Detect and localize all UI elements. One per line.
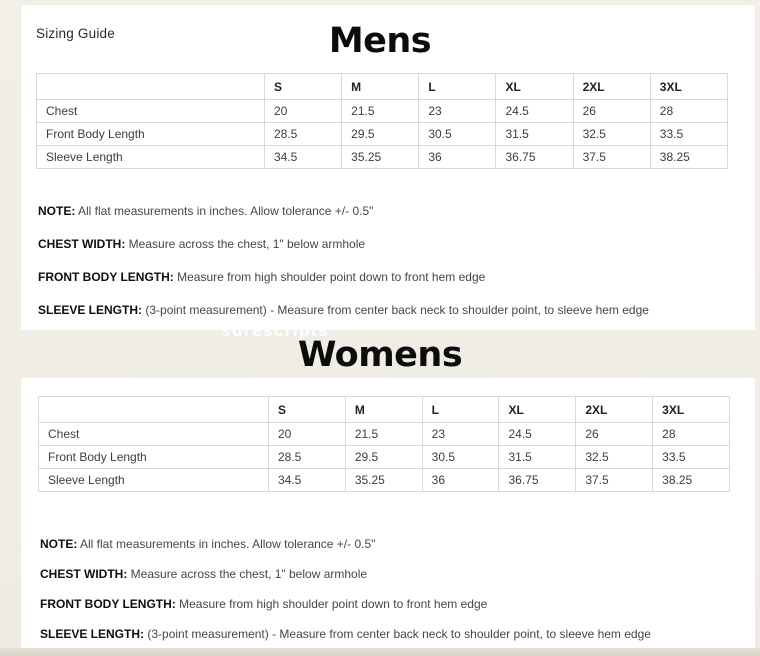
note-label: SLEEVE LENGTH: (40, 627, 145, 641)
row-label: Sleeve Length (39, 469, 269, 492)
column-header-m: M (342, 74, 419, 100)
column-header-l: L (419, 74, 496, 100)
column-header-m: M (345, 397, 422, 423)
size-value: 21.5 (342, 100, 419, 123)
size-value: 32.5 (573, 123, 650, 146)
note-text: Measure across the chest, 1" below armhole (130, 567, 368, 581)
size-value: 26 (576, 423, 653, 446)
column-header-blank (39, 397, 269, 423)
note-label: CHEST WIDTH: (38, 237, 126, 251)
size-value: 33.5 (650, 123, 727, 146)
column-header-s: S (265, 74, 342, 100)
size-value: 36.75 (496, 146, 573, 169)
note-line-sleeve-length (40, 628, 651, 641)
size-value: 28.5 (269, 446, 346, 469)
row-label: Front Body Length (39, 446, 269, 469)
size-value: 23 (419, 100, 496, 123)
size-value: 36 (419, 146, 496, 169)
table-row-front-body-length (39, 446, 730, 469)
size-value: 20 (269, 423, 346, 446)
table-header-row (37, 74, 728, 100)
size-value: 35.25 (342, 146, 419, 169)
size-value: 37.5 (573, 146, 650, 169)
column-header-blank (37, 74, 265, 100)
size-value: 28.5 (265, 123, 342, 146)
size-value: 33.5 (653, 446, 730, 469)
size-value: 36 (422, 469, 499, 492)
table-row-chest (39, 423, 730, 446)
note-line-sleeve-length (38, 304, 649, 317)
note-label: FRONT BODY LENGTH: (38, 270, 174, 284)
note-label: CHEST WIDTH: (40, 567, 128, 581)
note-text: Measure across the chest, 1" below armhole (128, 237, 366, 251)
column-header-xl: XL (499, 397, 576, 423)
table-header-row (39, 397, 730, 423)
mens-notes (38, 205, 649, 337)
row-label: Chest (39, 423, 269, 446)
size-value: 30.5 (422, 446, 499, 469)
size-value: 28 (650, 100, 727, 123)
mens-size-table (36, 73, 728, 169)
note-text: (3-point measurement) - Measure from center back neck to shoulder point, to sleeve hem edge (147, 627, 651, 641)
size-value: 29.5 (342, 123, 419, 146)
table-row-chest (37, 100, 728, 123)
table-row-sleeve-length (37, 146, 728, 169)
table-row-sleeve-length (39, 469, 730, 492)
note-label: FRONT BODY LENGTH: (40, 597, 176, 611)
column-header-2xl: 2XL (573, 74, 650, 100)
size-value: 29.5 (345, 446, 422, 469)
row-label: Sleeve Length (37, 146, 265, 169)
size-value: 32.5 (576, 446, 653, 469)
note-text: All flat measurements in inches. Allow tolerance +/- 0.5" (80, 537, 376, 551)
size-value: 21.5 (345, 423, 422, 446)
note-label: NOTE: (38, 204, 76, 218)
womens-size-table (38, 396, 730, 492)
size-value: 35.25 (345, 469, 422, 492)
column-header-xl: XL (496, 74, 573, 100)
size-value: 34.5 (269, 469, 346, 492)
table-row-front-body-length (37, 123, 728, 146)
row-label: Chest (37, 100, 265, 123)
note-line-front-body-length (40, 598, 651, 611)
size-value: 37.5 (576, 469, 653, 492)
size-value: 31.5 (499, 446, 576, 469)
size-value: 31.5 (496, 123, 573, 146)
size-value: 36.75 (499, 469, 576, 492)
note-text: Measure from high shoulder point down to front hem edge (179, 597, 488, 611)
note-text: (3-point measurement) - Measure from center back neck to shoulder point, to sleeve hem edge (145, 303, 649, 317)
size-value: 24.5 (496, 100, 573, 123)
column-header-l: L (422, 397, 499, 423)
size-value: 20 (265, 100, 342, 123)
bottom-page-edge (0, 648, 760, 656)
note-line-chest-width (40, 568, 651, 581)
note-text: Measure from high shoulder point down to front hem edge (177, 270, 486, 284)
note-line-tolerance (38, 205, 649, 218)
page-title: Sizing Guide (36, 26, 115, 41)
size-value: 34.5 (265, 146, 342, 169)
note-line-chest-width (38, 238, 649, 251)
column-header-2xl: 2XL (576, 397, 653, 423)
womens-notes (40, 538, 651, 656)
column-header-3xl: 3XL (653, 397, 730, 423)
watermark-text: surescripts (221, 321, 330, 340)
note-label: SLEEVE LENGTH: (38, 303, 143, 317)
size-value: 38.25 (650, 146, 727, 169)
column-header-s: S (269, 397, 346, 423)
size-value: 23 (422, 423, 499, 446)
size-value: 30.5 (419, 123, 496, 146)
size-value: 38.25 (653, 469, 730, 492)
note-label: NOTE: (40, 537, 78, 551)
mens-heading: Mens (328, 21, 432, 61)
note-line-front-body-length (38, 271, 649, 284)
note-line-tolerance (40, 538, 651, 551)
size-value: 26 (573, 100, 650, 123)
note-text: All flat measurements in inches. Allow tolerance +/- 0.5" (78, 204, 374, 218)
column-header-3xl: 3XL (650, 74, 727, 100)
womens-heading: Womens (297, 335, 463, 375)
row-label: Front Body Length (37, 123, 265, 146)
size-value: 28 (653, 423, 730, 446)
size-value: 24.5 (499, 423, 576, 446)
